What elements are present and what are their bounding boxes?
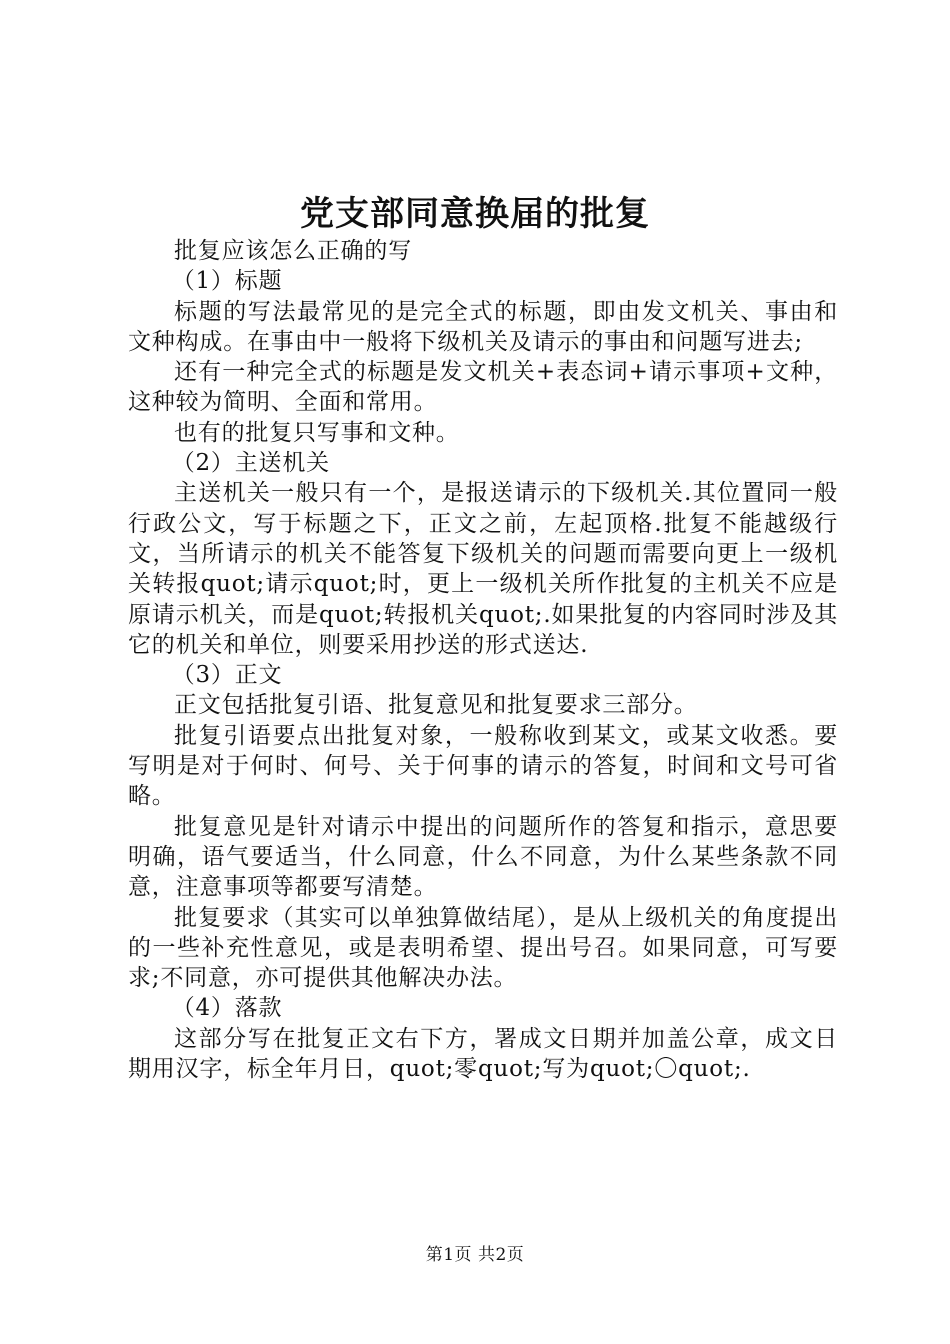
section-heading-body: （3）正文 xyxy=(171,662,283,689)
page-number-footer: 第1页 共2页 xyxy=(425,1245,525,1265)
section-heading-title: （1）标题 xyxy=(171,268,283,295)
paragraph: 这部分写在批复正文右下方，署成文日期并加盖公章，成文日期用汉字，标全年月日，quot;零quot;写为quot;〇quot;. xyxy=(128,1025,838,1083)
document-title: 党支部同意换届的批复 xyxy=(300,194,650,234)
section-heading-signature: （4）落款 xyxy=(171,995,283,1022)
section-heading-recipient: （2）主送机关 xyxy=(171,450,330,477)
paragraph-intro: 批复应该怎么正确的写 xyxy=(174,238,412,264)
paragraph: 也有的批复只写事和文种。 xyxy=(174,419,460,446)
paragraph: 标题的写法最常见的是完全式的标题，即由发文机关、事由和文种构成。在事由中一般将下级机关及请示的事由和问题写进去; xyxy=(128,298,838,355)
paragraph: 批复引语要点出批复对象，一般称收到某文，或某文收悉。要写明是对于何时、何号、关于何事的请示的答复，时间和文号可省略。 xyxy=(128,722,838,810)
paragraph: 正文包括批复引语、批复意见和批复要求三部分。 xyxy=(174,692,698,719)
paragraph: 批复意见是针对请示中提出的问题所作的答复和指示，意思要明确，语气要适当，什么同意，什么不同意，为什么某些条款不同意，注意事项等都要写清楚。 xyxy=(128,813,838,901)
document-body xyxy=(128,236,838,1084)
paragraph: 还有一种完全式的标题是发文机关+表态词+请示事项+文种，这种较为简明、全面和常用。 xyxy=(128,359,838,416)
paragraph: 主送机关一般只有一个，是报送请示的下级机关.其位置同一般行政公文，写于标题之下，正文之前，左起顶格.批复不能越级行文，当所请示的机关不能答复下级机关的问题而需要向更上一级机关转报quot;请示quot;时，更上一级机关所作批复的主机关不应是原请示机关，而是quot;转报机关quot;.如果批复的内容同时涉及其它的机关和单位，则要采用抄送的形式送达. xyxy=(128,480,838,658)
paragraph: 批复要求（其实可以单独算做结尾），是从上级机关的角度提出的一些补充性意见，或是表明希望、提出号召。如果同意，可写要求;不同意，亦可提供其他解决办法。 xyxy=(128,904,838,992)
